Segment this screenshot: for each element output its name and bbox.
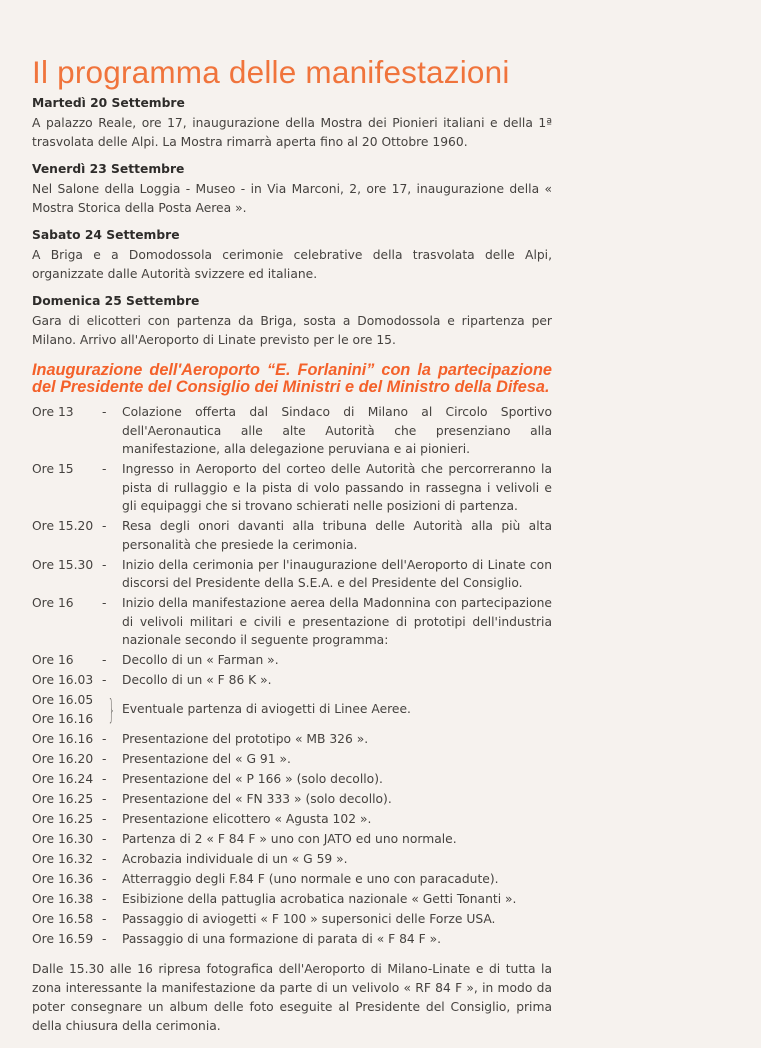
dash-separator: - — [102, 811, 107, 826]
schedule-description: Resa degli onori davanti alla tribuna delle Autorità alla più alta personalità che presiede la cerimonia. — [122, 519, 552, 552]
day-section — [32, 94, 552, 152]
dash-separator: - — [102, 557, 107, 572]
dash-separator: - — [102, 791, 107, 806]
dash-separator: - — [102, 851, 107, 866]
schedule-description: Acrobazia individuale di un « G 59 ». — [122, 851, 348, 866]
brace-symbol: } — [108, 692, 116, 726]
dash-separator: - — [102, 911, 107, 926]
schedule-time: Ore 16.05 — [32, 693, 94, 707]
schedule-description: Inizio della cerimonia per l'inaugurazione dell'Aeroporto di Linate con discorsi del Presidente della S.E.A. e del Presidente del Consiglio. — [122, 557, 552, 590]
schedule-row — [32, 651, 552, 670]
schedule-list — [32, 403, 552, 948]
schedule-row — [32, 850, 552, 869]
schedule-description: Decollo di un « F 86 K ». — [122, 673, 272, 687]
dash-separator: - — [102, 731, 107, 746]
schedule-description: Ingresso in Aeroporto del corteo delle Autorità che percorreranno la pista di rullaggio e la pista di volo passando in rassegna i velivoli e gli equipaggi che si trovano schierati nelle posizioni di partenza. — [122, 462, 552, 513]
day-text: A palazzo Reale, ore 17, inaugurazione della Mostra dei Pionieri italiani e della 1ª trasvolata delle Alpi. La Mostra rimarrà aperta fino al 20 Ottobre 1960. — [32, 116, 552, 149]
schedule-description: Colazione offerta dal Sindaco di Milano al Circolo Sportivo dell'Aeronautica alle alte Autorità che presenziano alla manifestazione, alla delegazione peruviana e ai pionieri. — [122, 405, 552, 456]
schedule-description: Presentazione del « FN 333 » (solo decollo). — [122, 791, 392, 806]
schedule-time: Ore 16 — [32, 596, 74, 610]
schedule-row — [32, 810, 552, 829]
schedule-description: Inizio della manifestazione aerea della Madonnina con partecipazione di velivoli militari e civili e presentazione di prototipi dell'industria nazionale secondo il seguente programma: — [122, 596, 552, 647]
schedule-row — [32, 730, 552, 749]
schedule-row — [32, 770, 552, 789]
day-heading: Martedì 20 Settembre — [32, 96, 185, 110]
schedule-row — [32, 830, 552, 849]
schedule-row — [32, 671, 552, 690]
schedule-row — [32, 750, 552, 769]
schedule-description: Passaggio di aviogetti « F 100 » supersonici delle Forze USA. — [122, 911, 496, 926]
schedule-row — [32, 790, 552, 809]
dash-separator: - — [102, 771, 107, 786]
schedule-time: Ore 16.25 — [32, 811, 94, 826]
schedule-description: Presentazione del « P 166 » (solo decollo). — [122, 771, 383, 786]
schedule-row — [32, 460, 552, 516]
schedule-time: Ore 16.32 — [32, 851, 94, 866]
day-text: Gara di elicotteri con partenza da Briga, sosta a Domodossola e ripartenza per Milano. Arrivo all'Aeroporto di Linate previsto per le ore 15. — [32, 314, 552, 347]
day-text: Nel Salone della Loggia - Museo - in Via Marconi, 2, ore 17, inaugurazione della « Mostra Storica della Posta Aerea ». — [32, 182, 552, 215]
dash-separator: - — [102, 673, 107, 687]
schedule-time: Ore 15.30 — [32, 557, 94, 572]
dash-separator: - — [102, 462, 107, 476]
schedule-time: Ore 16.20 — [32, 751, 94, 766]
dash-separator: - — [102, 891, 107, 906]
dash-separator: - — [102, 831, 107, 846]
inauguration-subheading: Inaugurazione dell'Aeroporto “E. Forlanini” con la partecipazione del Presidente del Consiglio dei Ministri e del Ministro della Difesa. — [32, 361, 552, 396]
dash-separator: - — [102, 871, 107, 886]
dash-separator: - — [102, 519, 107, 533]
dash-separator: - — [102, 751, 107, 766]
day-section — [32, 160, 552, 218]
schedule-time: Ore 16.25 — [32, 791, 94, 806]
day-heading: Venerdì 23 Settembre — [32, 162, 185, 176]
schedule-time: Ore 16 — [32, 653, 74, 667]
schedule-time: Ore 16.36 — [32, 871, 94, 886]
schedule-time: Ore 16.38 — [32, 891, 94, 906]
schedule-description: Presentazione del prototipo « MB 326 ». — [122, 731, 369, 746]
schedule-row — [32, 910, 552, 929]
program-page — [32, 52, 552, 1048]
schedule-row — [32, 890, 552, 909]
page-title: Il programma delle manifestazioni — [32, 54, 510, 90]
schedule-row — [32, 403, 552, 459]
schedule-row — [32, 930, 552, 949]
schedule-time: Ore 16.59 — [32, 931, 94, 946]
schedule-time: Ore 16.24 — [32, 771, 94, 786]
day-heading: Sabato 24 Settembre — [32, 228, 180, 242]
schedule-row — [32, 594, 552, 650]
schedule-time: Ore 13 — [32, 405, 74, 419]
schedule-description: Partenza di 2 « F 84 F » uno con JATO ed uno normale. — [122, 831, 457, 846]
schedule-row — [32, 556, 552, 593]
day-text: A Briga e a Domodossola cerimonie celebrative della trasvolata delle Alpi, organizzate dalle Autorità svizzere ed italiane. — [32, 248, 552, 281]
schedule-time: Ore 16.58 — [32, 911, 94, 926]
day-heading: Domenica 25 Settembre — [32, 294, 200, 308]
schedule-row-brace — [32, 691, 552, 728]
day-section — [32, 226, 552, 284]
schedule-row — [32, 517, 552, 554]
schedule-time: Ore 16.30 — [32, 831, 94, 846]
schedule-description: Passaggio di una formazione di parata di « F 84 F ». — [122, 931, 442, 946]
schedule-time: Ore 15.20 — [32, 519, 94, 533]
schedule-time: Ore 16.16 — [32, 731, 94, 746]
schedule-row — [32, 870, 552, 889]
schedule-description: Eventuale partenza di aviogetti di Linee Aeree. — [122, 702, 411, 717]
footer-paragraph: Dalle 15.30 alle 16 ripresa fotografica dell'Aeroporto di Milano-Linate e di tutta la zona interessante la manifestazione da parte di un velivolo « RF 84 F », in modo da poter consegnare un album delle foto eseguite al Presidente del Consiglio, prima della chiusura della cerimonia. — [32, 962, 552, 1033]
schedule-description: Presentazione del « G 91 ». — [122, 751, 291, 766]
dash-separator: - — [102, 405, 107, 419]
dash-separator: - — [102, 931, 107, 946]
schedule-time: Ore 16.03 — [32, 673, 94, 687]
schedule-description: Esibizione della pattuglia acrobatica nazionale « Getti Tonanti ». — [122, 891, 517, 906]
dash-separator: - — [102, 596, 107, 610]
schedule-time: Ore 15 — [32, 462, 74, 476]
schedule-description: Atterraggio degli F.84 F (uno normale e uno con paracadute). — [122, 871, 499, 886]
schedule-description: Decollo di un « Farman ». — [122, 653, 279, 667]
dash-separator: - — [102, 653, 107, 667]
schedule-time: Ore 16.16 — [32, 711, 94, 726]
day-section — [32, 292, 552, 350]
schedule-description: Presentazione elicottero « Agusta 102 ». — [122, 811, 372, 826]
